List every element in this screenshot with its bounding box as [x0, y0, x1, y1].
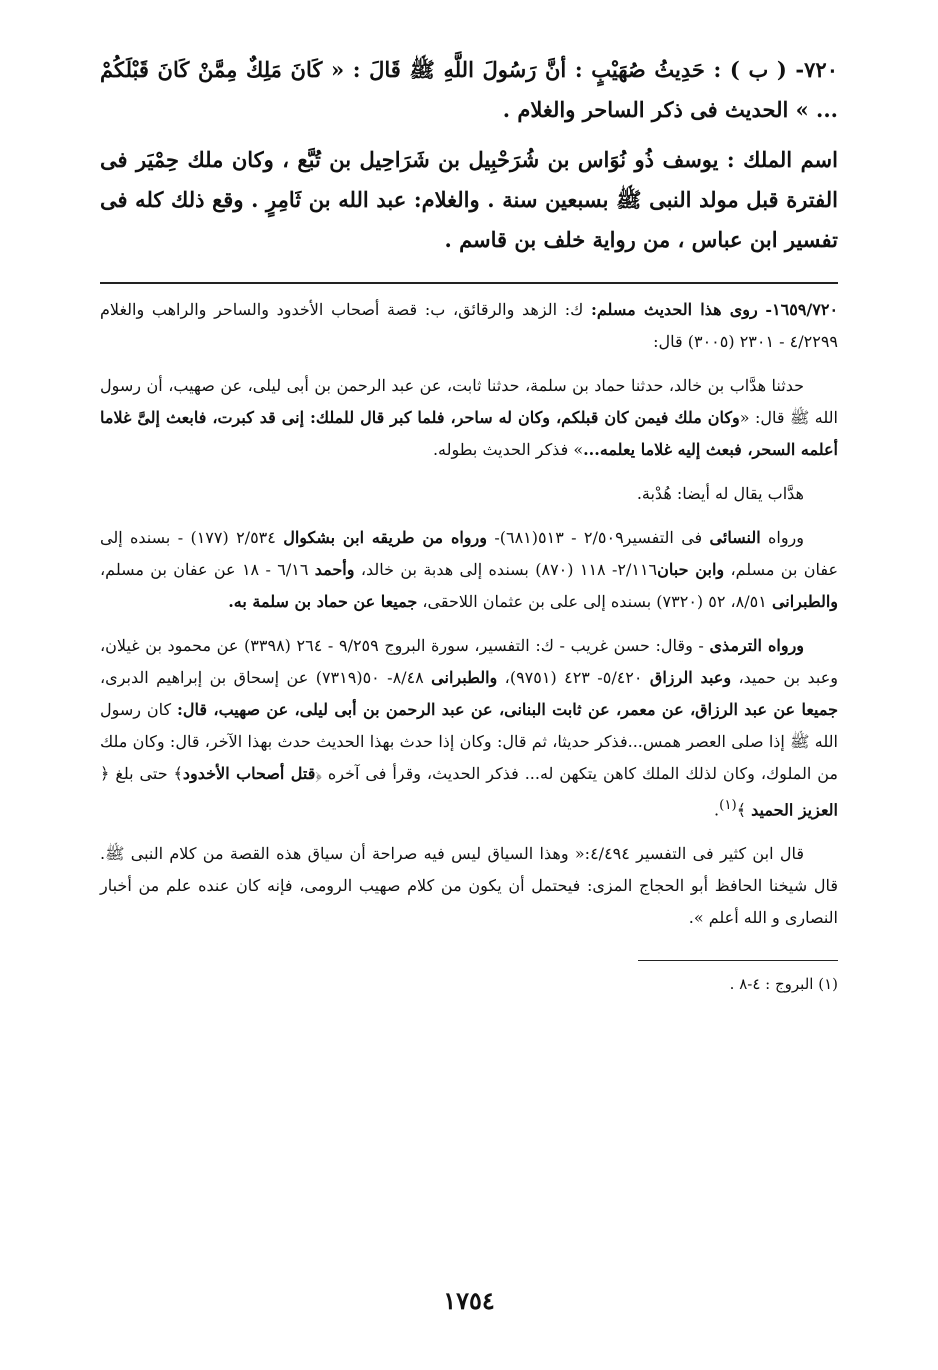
note-paragraph: هدَّاب يقال له أيضا: هُدْبة.	[636, 484, 804, 503]
note-number: ١٦٥٩/٧٢٠-	[765, 300, 839, 319]
hadith-heading: ٧٢٠- ( ب ) : حَدِيثُ صُهَيْبٍ : أنَّ رَسُولَ اللَّهِ ﷺ قَالَ : « كَانَ مَلِكٌ مِمَّنْ كَانَ قَبْلَكُمْ ... » الحديث فى ذكر الساحر والغلام .	[100, 57, 838, 122]
commentary	[100, 294, 838, 934]
main-paragraph: اسم الملك : يوسف ذُو نُوَاس بن شُرَحْبِيل بن شَرَاحِيل بن تُبَّع ، وكان ملك حِمْيَر فى الفترة قبل مولد النبى ﷺ بسبعين سنة . والغلام: عبد الله بن ثَامِرٍ . وقع ذلك كله فى تفسير ابن عباس ، من رواية خلف بن قاسم .	[100, 147, 838, 252]
footnote-divider	[638, 960, 838, 961]
note-paragraph: قال ابن كثير فى التفسير ٤/٤٩٤:« وهذا السياق ليس فيه صراحة أن سياق هذه القصة من كلام النبى ﷺ. قال شيخنا الحافظ أبو الحجاج المزى: فيحتمل أن يكون من كلام صهيب الرومى، فإنه كان عنده علم من أخبار النصارى و الله أعلم ».	[100, 844, 838, 928]
page-number: ١٧٥٤	[443, 1286, 495, 1315]
note-paragraph: حدثنا هدَّاب بن خالد، حدثنا حماد بن سلمة، حدثنا ثابت، عن عبد الرحمن بن أبى ليلى، عن صهيب، أن رسول الله ﷺ قال: «وكان ملك فيمن كان قبلكم، وكان له ساحر، فلما كبر قال للملك: إنى قد كبرت، فابعث إلىَّ غلاما أعلمه السحر، فبعث إليه غلاما يعلمه...» فذكر الحديث بطوله.	[100, 376, 838, 459]
note-paragraph: ورواه النسائى فى التفسير٢/٥٠٩ - ٥١٣(٦٨١)- ورواه من طريقه ابن بشكوال ٢/٥٣٤ (١٧٧) - بسنده إلى عفان بن مسلم، وابن حبان٢/١١٦- ١١٨ (٨٧٠) بسنده إلى هدبة بن خالد، وأحمد ٦/١٦ - ١٨ عن عفان بن مسلم، والطبرانى ٨/٥١، ٥٢ (٧٣٢٠) بسنده إلى على بن عثمان اللاحقى، جميعا عن حماد بن سلمة به.	[100, 528, 839, 611]
footnote-ref[interactable]: (١)	[719, 798, 737, 813]
note-paragraph: ورواه الترمذى - وقال: حسن غريب - ك: التفسير، سورة البروج ٩/٢٥٩ - ٢٦٤ (٣٣٩٨) عن محمود بن غيلان، وعبد بن حميد، وعبد الرزاق ٥/٤٢٠- ٤٢٣ (٩٧٥١)، والطبرانى ٨/٤٨- ٥٠(٧٣١٩) عن إسحاق بن إبراهيم الدبرى، جميعا عن عبد الرزاق، عن معمر، عن ثابت البنانى، عن عبد الرحمن بن أبى ليلى، عن صهيب، قال: كان رسول الله ﷺ إذا صلى العصر همس...فذكر حديثا، ثم قال: وكان إذا حدث بهذا الحديث حدث بهذا الآخر، قال: وكان ملك من الملوك، وكان لذلك الملك كاهن يتكهن له... فذكر الحديث، وقرأ فى آخره ﴿قتل أصحاب الأخدود﴾ حتى بلغ ﴿ العزيز الحميد ﴾$^{(١)}$.	[100, 636, 839, 820]
footnote: (١) البروج : ٤-٨ .	[729, 975, 838, 994]
section-divider	[100, 282, 838, 284]
note-paragraph: ١٦٥٩/٧٢٠- روى هذا الحديث مسلم: ك: الزهد والرقائق، ب: قصة أصحاب الأخدود والساحر والراهب والغلام ٤/٢٢٩٩ - ٢٣٠١ (٣٠٠٥) قال:	[100, 300, 839, 351]
main-text	[100, 50, 838, 260]
